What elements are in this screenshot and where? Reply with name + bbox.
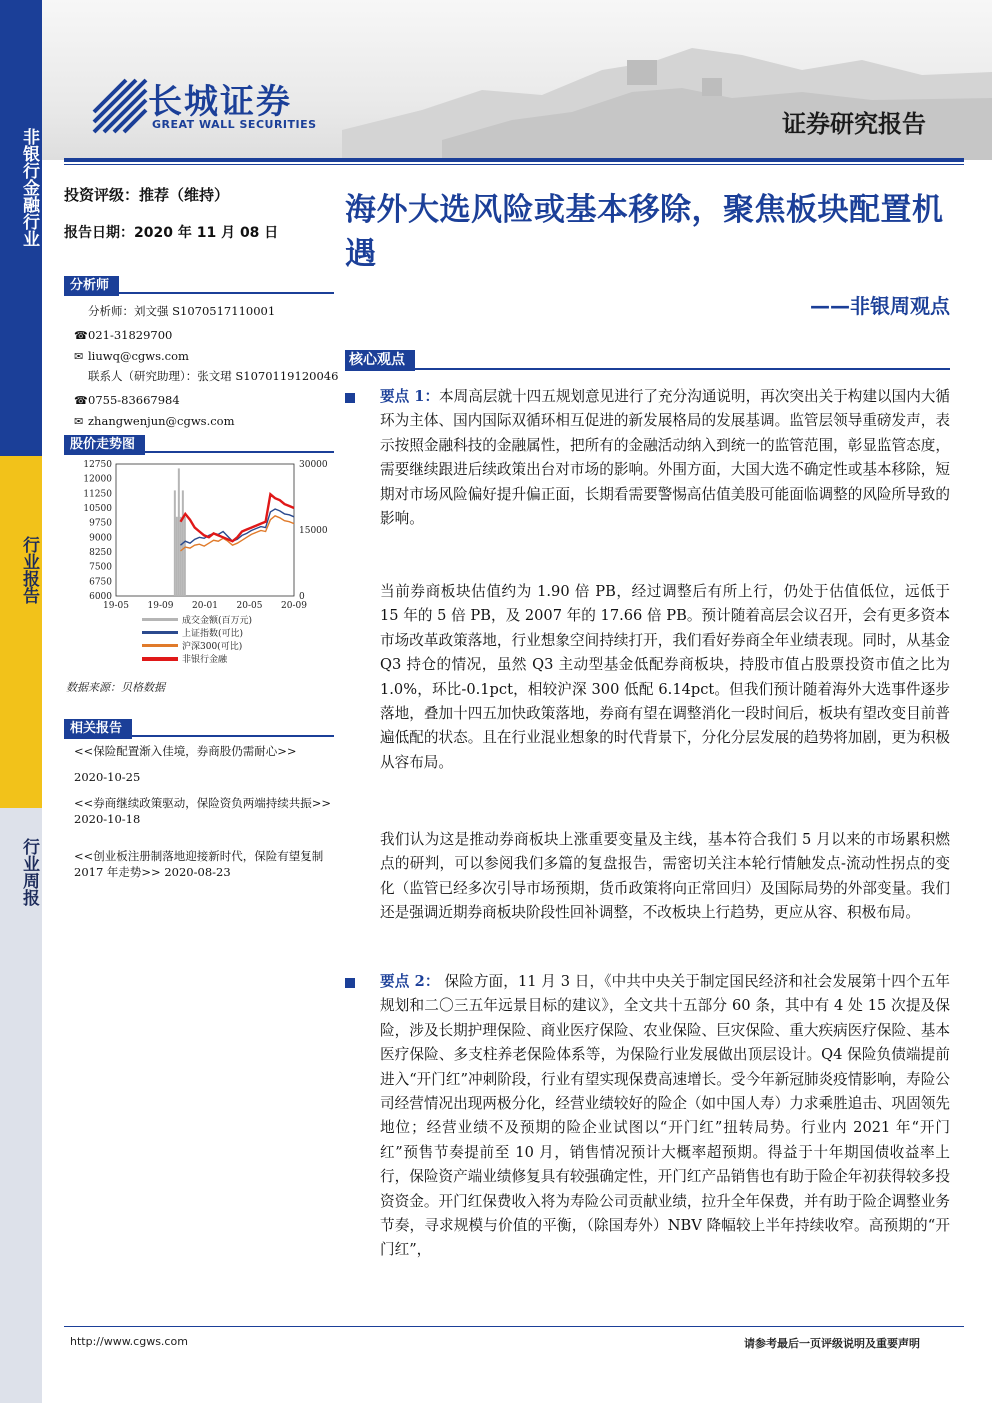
volume-bar	[180, 517, 182, 596]
related-report-link[interactable]	[74, 795, 338, 827]
sse-line	[181, 509, 295, 545]
related-report-link[interactable]: <<保险配置渐入佳境，券商股仍需耐心>>	[74, 744, 297, 758]
related-report-title: <<券商继续政策驱动，保险资负两端持续共振>>	[74, 796, 332, 810]
data-source: 数据来源：贝格数据	[66, 681, 165, 694]
related-report-date: 2020-08-23	[164, 865, 231, 879]
related-heading-label: 相关报告	[64, 719, 132, 739]
point-2-lead: 要点 2：	[380, 973, 440, 990]
header-rule	[64, 158, 964, 162]
mainline-paragraph: 我们认为这是推动券商板块上涨重要变量及主线，基本符合我们 5 月以来的市场累积燃点的研判，可以参阅我们多篇的复盘报告，需密切关注本轮行情触发点-流动性拐点的变化（监管已经多次引导市场预期，货币政策将向正常回归）及国际局势的外部变量。我们还是强调近期券商板块阶段性回补调整，不改板块上行趋势，更应从容、积极布局。	[380, 831, 950, 922]
chart-heading-label: 股价走势图	[64, 435, 145, 455]
x-tick-label: 19-05	[103, 601, 129, 611]
point-1-paragraph	[380, 385, 950, 531]
brand-name-cn: 长城证券	[148, 82, 292, 122]
email-icon: ✉	[74, 415, 84, 428]
csi300-line	[181, 516, 295, 551]
y-left-tick-label: 10500	[83, 504, 112, 514]
analyst-heading	[64, 274, 334, 294]
email-icon: ✉	[74, 350, 84, 363]
side-strip-yellow	[0, 456, 42, 808]
y-left-tick-label: 12000	[83, 474, 112, 485]
legend-label: 上证指数(可比)	[182, 629, 244, 639]
legend-swatch	[142, 644, 178, 647]
point-1-lead: 要点 1：	[380, 388, 440, 405]
analyst-heading-label: 分析师	[64, 276, 119, 296]
x-tick-label: 20-09	[281, 601, 307, 611]
x-tick-label: 20-05	[236, 601, 263, 611]
related-heading	[64, 717, 334, 737]
volume-bar	[176, 517, 178, 596]
phone-line	[74, 327, 172, 344]
email-line-2	[74, 413, 235, 430]
related-report-link[interactable]	[74, 848, 338, 880]
brand-name-en: GREAT WALL SECURITIES	[152, 118, 317, 131]
related-report-date: 2020-10-25	[74, 770, 141, 784]
side-series-label: 行业周报	[19, 838, 39, 906]
y-left-tick-label: 6750	[89, 577, 112, 588]
header-rule-thin	[64, 164, 964, 165]
point-1-text: 本周高层就十四五规划意见进行了充分沟通说明，再次突出关于构建以国内大循环为主体、国内国际双循环相互促进的新发展格局的发展基调。监管层领导重磅发声，表示按照金融科技的金融属性，把所有的金融活动纳入到统一的监管范围，彰显监管态度，需要继续跟进后续政策出台对市场的影响。外围方面，大国大选不确定性或基本移除，短期对市场风险偏好提升偏正面，长期看需要警惕高估值美股可能面临调整的风险所导致的影响。	[380, 388, 950, 528]
phone-text: 021-31829700	[88, 328, 173, 342]
legend-swatch	[142, 618, 178, 621]
email-link[interactable]: liuwq@cgws.com	[88, 349, 189, 363]
legend-swatch	[142, 657, 178, 661]
analyst-line	[74, 303, 275, 319]
volume-bar	[174, 490, 176, 596]
x-tick-label: 20-01	[192, 601, 218, 611]
email-line	[74, 348, 189, 365]
y-right-tick-label: 30000	[299, 460, 328, 470]
valuation-paragraph: 当前券商板块估值约为 1.90 倍 PB，经过调整后有所上行，仍处于估值低位，远低于 15 年的 5 倍 PB，及 2007 年的 17.66 倍 PB。预计随着高层会议召开，会有更多资本市场改革政策落地，行业想象空间持续打开，我们看好券商全年业绩表现。同时，从基金 Q3 持仓的情况，虽然 Q3 主动型基金低配券商板块，持股市值占股票投资市值之比为 1.0%，环比-0.1pct，相较沪深 300 低配 6.14pct。但我们预计随着海外大选事件逐步落地，叠加十四五加快政策落地，券商有望在调整消化一段时间后，板块有望改变目前普遍低配的状态。且在行业混业想象的时代背景下，分化分层发展的趋势将加剧，更为积极从容布局。	[380, 583, 950, 771]
y-left-tick-label: 9750	[89, 518, 112, 529]
report-date: 报告日期：2020 年 11 月 08 日	[64, 225, 279, 241]
y-left-tick-label: 8250	[89, 548, 112, 558]
footer-rule	[64, 1326, 964, 1327]
footer-website-link[interactable]: http://www.cgws.com	[70, 1335, 188, 1348]
legend-swatch	[142, 631, 178, 634]
x-tick-label: 19-09	[147, 601, 174, 611]
footer-disclaimer: 请参考最后一页评级说明及重要声明	[744, 1337, 920, 1350]
phone-line-2	[74, 392, 180, 409]
y-right-tick-label: 15000	[299, 526, 328, 536]
report-type: 证券研究报告	[782, 110, 926, 138]
phone-icon: ☎	[74, 329, 88, 342]
report-title: 海外大选风险或基本移除，聚焦板块配置机遇	[345, 192, 944, 272]
email-link-2[interactable]: zhangwenjun@cgws.com	[88, 414, 235, 428]
related-report-title: <<创业板注册制落地迎接新时代，保险有望复制 2017 年走势>>	[74, 849, 324, 879]
contact-line	[74, 368, 338, 384]
side-sector-label: 非银行金融行业	[19, 128, 39, 247]
chart-plot-frame	[116, 464, 294, 596]
point-2-text: 保险方面，11 月 3 日，《中共中央关于制定国民经济和社会发展第十四个五年规划和二〇三五年远景目标的建议》，全文共十五部分 60 条，其中有 4 处 15 次提及保险，涉及长期护理保险、商业医疗保险、农业保险、巨灾保险、重大疾病医疗保险、基本医疗保险、多支柱养老保险体系等，为保险行业发展做出顶层设计。Q4 保险负债端提前进入“开门红”冲刺阶段，行业有望实现保费高速增长。受今年新冠肺炎疫情影响，寿险公司经营情况出现两极分化，经营业绩较好的险企（如中国人寿）力求乘胜追击、巩固领先地位；经营业绩不及预期的险企业试图以“开门红”扭转局势。行业内 2021 年“开门红”预售节奏提前至 10 月，销售情况预计大概率超预期。得益于十年期国债收益率上行，保险资产端业绩修复具有较强确定性，开门红产品销售也有助于险企年初获得较多投资资金。开门红保费收入将为寿险公司贡献业绩，拉升全年保费，并有助于险企调整业务节奏，寻求规模与价值的平衡，（除国寿外）NBV 降幅较上半年持续收窄。高预期的“开门红”，	[380, 973, 950, 1259]
bullet-icon	[345, 978, 355, 988]
bullet-icon	[345, 393, 355, 403]
core-view-heading	[345, 349, 950, 370]
volume-bar	[178, 468, 180, 596]
legend-label: 非银行金融	[182, 655, 228, 665]
point-2-paragraph	[380, 970, 950, 1263]
y-left-tick-label: 6000	[89, 592, 112, 602]
phone-text-2: 0755-83667984	[88, 393, 180, 407]
contact-line-text: 联系人（研究助理）：张文珺 S1070119120046	[88, 369, 339, 383]
stock-price-chart	[64, 456, 339, 676]
brand-logo-icon	[90, 70, 150, 140]
y-left-tick-label: 11250	[83, 489, 112, 500]
volume-bar	[184, 517, 186, 596]
side-category-label: 行业报告	[19, 536, 39, 604]
chart-heading	[64, 433, 334, 453]
y-right-tick-label: 0	[299, 592, 305, 602]
analyst-line-text: 分析师：刘文强 S1070517110001	[88, 304, 276, 318]
core-view-heading-label: 核心观点	[345, 350, 415, 371]
legend-label: 成交金额(百万元)	[182, 616, 253, 626]
y-left-tick-label: 9000	[89, 533, 112, 544]
phone-icon: ☎	[74, 394, 88, 407]
related-report-date: 2020-10-18	[74, 812, 141, 826]
investment-rating: 投资评级：推荐（维持）	[64, 186, 230, 204]
y-left-tick-label: 7500	[89, 562, 112, 573]
legend-label: 沪深300(可比)	[182, 642, 243, 652]
nonbank-line	[181, 494, 295, 541]
report-subtitle: ——非银周观点	[810, 294, 950, 318]
y-left-tick-label: 12750	[83, 460, 112, 470]
